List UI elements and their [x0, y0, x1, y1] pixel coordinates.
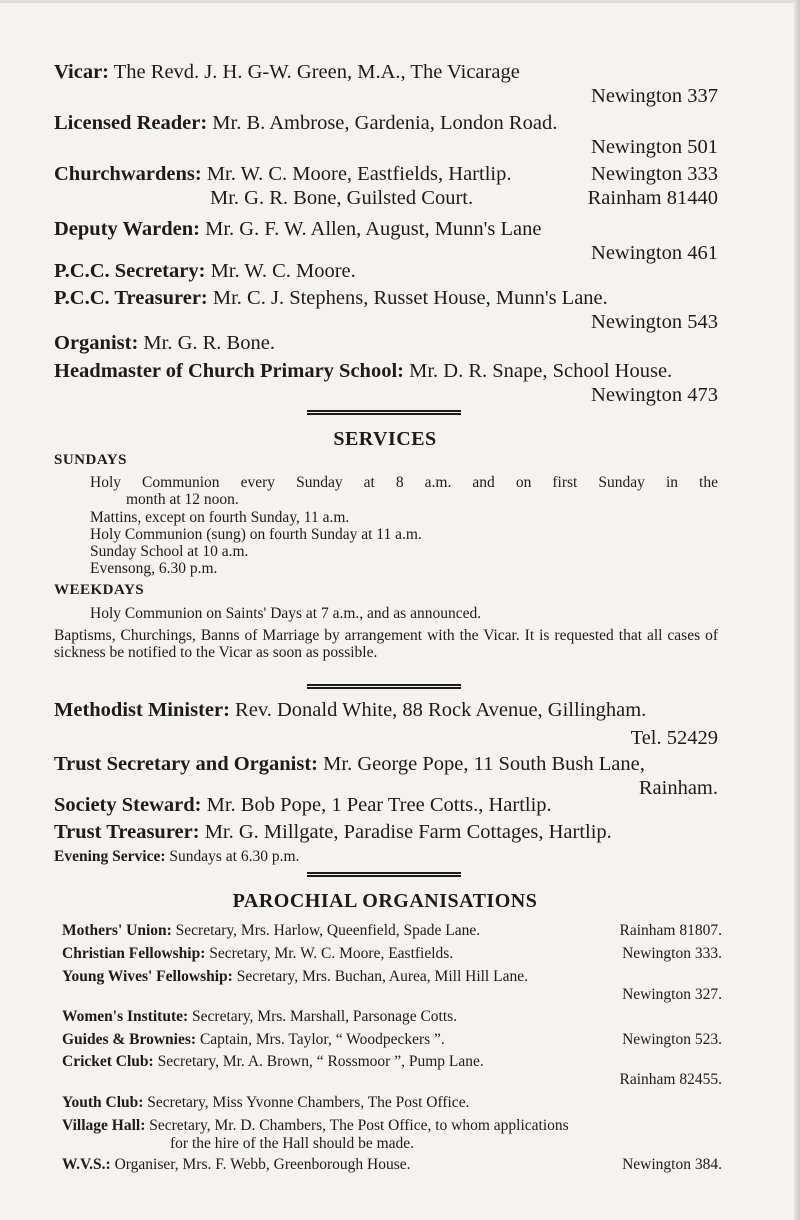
org-cricket-club-label: Cricket Club:: [62, 1053, 154, 1070]
org-youth-club-label: Youth Club:: [62, 1094, 144, 1111]
org-guides-brownies-label: Guides & Brownies:: [62, 1031, 197, 1048]
methodist-minister-entry: [54, 698, 718, 750]
org-womens-institute-label: Women's Institute:: [62, 1008, 189, 1025]
org-young-wives-phone: Newington 327.: [622, 986, 722, 1003]
vicar-phone: Newington 337: [591, 85, 718, 107]
org-womens-institute-text: Secretary, Mrs. Marshall, Parsonage Cotts.: [192, 1008, 458, 1025]
pcc-secretary-label: P.C.C. Secretary:: [54, 260, 206, 282]
headmaster-entry: [54, 359, 718, 407]
org-youth-club-text: Secretary, Miss Yvonne Chambers, The Post Office.: [147, 1094, 470, 1111]
sunday-service-2: Mattins, except on fourth Sunday, 11 a.m.: [90, 509, 350, 526]
page-right-edge: [794, 0, 800, 1220]
sundays-heading: SUNDAYS: [54, 452, 127, 468]
churchwardens-entry: [54, 162, 718, 210]
org-village-hall-text: Secretary, Mr. D. Chambers, The Post Office, to whom applications: [149, 1117, 569, 1134]
org-young-wives-label: Young Wives' Fellowship:: [62, 968, 233, 985]
reader-phone: Newington 501: [591, 136, 718, 158]
org-womens-institute: [62, 1008, 722, 1026]
services-heading: SERVICES: [333, 428, 437, 450]
reader-entry: [54, 111, 718, 159]
churchwarden-row-1: [54, 162, 718, 186]
pcc-treasurer-label: P.C.C. Treasurer:: [54, 287, 208, 309]
divider-1: [307, 410, 461, 415]
reader-label: Licensed Reader:: [54, 112, 208, 134]
org-village-hall-label: Village Hall:: [62, 1117, 146, 1134]
org-wvs-text: Organiser, Mrs. F. Webb, Greenborough House.: [114, 1156, 411, 1173]
vicar-label: Vicar:: [54, 61, 110, 83]
churchwarden-1-phone: Newington 333: [591, 163, 718, 185]
trust-treasurer-text: Mr. G. Millgate, Paradise Farm Cottages, Hartlip.: [204, 821, 612, 843]
evening-service-label: Evening Service:: [54, 848, 166, 865]
org-mothers-union-phone: Rainham 81807.: [619, 922, 722, 939]
org-young-wives: [62, 968, 722, 1004]
org-christian-fellowship-phone: Newington 333.: [622, 945, 722, 962]
page-top-edge: [0, 0, 800, 3]
sunday-service-1-word: on: [515, 474, 532, 491]
org-guides-brownies-text: Captain, Mrs. Taylor, “ Woodpeckers ”.: [199, 1031, 445, 1048]
headmaster-phone: Newington 473: [591, 384, 718, 406]
deputy-warden-label: Deputy Warden:: [54, 218, 200, 240]
churchwarden-2: Mr. G. R. Bone, Guilsted Court.: [210, 187, 474, 209]
sunday-service-1-word: at: [363, 474, 375, 491]
weekday-service: Holy Communion on Saints' Days at 7 a.m., and as announced.: [90, 605, 482, 622]
org-christian-fellowship-label: Christian Fellowship:: [62, 945, 206, 962]
organisations-heading: PAROCHIAL ORGANISATIONS: [232, 890, 538, 912]
trust-treasurer-entry: [54, 820, 718, 844]
methodist-minister-phone: Tel. 52429: [630, 727, 718, 749]
pcc-secretary-text: Mr. W. C. Moore.: [210, 260, 356, 282]
sunday-service-1-word: Holy: [90, 474, 121, 491]
pcc-treasurer-phone: Newington 543: [591, 311, 718, 333]
trust-secretary-text: Mr. George Pope, 11 South Bush Lane,: [323, 753, 645, 775]
society-steward-text: Mr. Bob Pope, 1 Pear Tree Cotts., Hartlip.: [206, 794, 552, 816]
churchwarden-row-2: [54, 186, 718, 210]
org-village-hall: [62, 1117, 722, 1153]
sunday-service-5: Evensong, 6.30 p.m.: [90, 560, 218, 577]
divider-2: [307, 684, 461, 689]
sunday-service-1-word: in: [665, 474, 678, 491]
sunday-service-1-word: Sunday: [296, 474, 343, 491]
org-mothers-union-text: Secretary, Mrs. Harlow, Queenfield, Spade Lane.: [175, 922, 481, 939]
sunday-service-1-word: Communion: [142, 474, 220, 491]
sunday-service-1-word: 8: [395, 474, 404, 491]
org-cricket-club-text: Secretary, Mr. A. Brown, “ Rossmoor ”, Pump Lane.: [157, 1053, 484, 1070]
org-wvs-label: W.V.S.:: [62, 1156, 111, 1173]
divider-3: [307, 872, 461, 877]
org-christian-fellowship: [62, 945, 722, 963]
vicar-text: The Revd. J. H. G-W. Green, M.A., The Vicarage: [113, 61, 520, 83]
methodist-minister-label: Methodist Minister:: [54, 699, 230, 721]
sunday-service-1-word: Sunday: [598, 474, 645, 491]
org-cricket-club-phone: Rainham 82455.: [619, 1071, 722, 1088]
trust-secretary-cont: Rainham.: [638, 777, 718, 799]
org-young-wives-text: Secretary, Mrs. Buchan, Aurea, Mill Hill Lane.: [236, 968, 528, 985]
services-note: Baptisms, Churchings, Banns of Marriage by arrangement with the Vicar. It is requested that all cases of sickness be notified to the Vicar as soon as possible.: [54, 627, 718, 661]
evening-service-entry: [54, 848, 299, 866]
weekdays-heading: WEEKDAYS: [54, 582, 145, 598]
sunday-service-1-word: a.m.: [424, 474, 452, 491]
organist-entry: [54, 331, 718, 355]
headmaster-label: Headmaster of Church Primary School:: [54, 360, 404, 382]
sunday-service-1-word: the: [699, 474, 718, 491]
org-cricket-club: [62, 1053, 722, 1089]
methodist-minister-text: Rev. Donald White, 88 Rock Avenue, Gillingham.: [235, 699, 647, 721]
trust-secretary-label: Trust Secretary and Organist:: [54, 753, 319, 775]
society-steward-label: Society Steward:: [54, 794, 202, 816]
headmaster-text: Mr. D. R. Snape, School House.: [409, 360, 673, 382]
sunday-service-3: Holy Communion (sung) on fourth Sunday at 11 a.m.: [90, 526, 422, 543]
society-steward-entry: [54, 793, 718, 817]
organist-label: Organist:: [54, 332, 139, 354]
sunday-service-1: [90, 474, 718, 491]
churchwarden-1: Mr. W. C. Moore, Eastfields, Hartlip.: [206, 163, 512, 185]
org-guides-brownies-phone: Newington 523.: [622, 1031, 722, 1048]
sunday-service-1-word: and: [472, 474, 495, 491]
sunday-service-1-word: first: [552, 474, 578, 491]
sunday-service-4: Sunday School at 10 a.m.: [90, 543, 249, 560]
org-mothers-union-label: Mothers' Union:: [62, 922, 172, 939]
evening-service-text: Sundays at 6.30 p.m.: [169, 848, 300, 865]
trust-treasurer-label: Trust Treasurer:: [54, 821, 200, 843]
org-mothers-union: [62, 922, 722, 940]
sunday-service-1-cont: month at 12 noon.: [126, 491, 239, 508]
pcc-secretary-entry: [54, 259, 718, 283]
pcc-treasurer-text: Mr. C. J. Stephens, Russet House, Munn's Lane.: [212, 287, 608, 309]
org-village-hall-cont: for the hire of the Hall should be made.: [170, 1135, 415, 1152]
deputy-warden-text: Mr. G. F. W. Allen, August, Munn's Lane: [205, 218, 542, 240]
churchwarden-2-phone: Rainham 81440: [587, 187, 718, 209]
vicar-entry: [54, 60, 718, 108]
deputy-warden-phone: Newington 461: [591, 242, 718, 264]
sunday-service-1-word: every: [240, 474, 276, 491]
deputy-warden-entry: [54, 217, 718, 265]
organist-text: Mr. G. R. Bone.: [143, 332, 275, 354]
org-guides-brownies: [62, 1031, 722, 1049]
reader-text: Mr. B. Ambrose, Gardenia, London Road.: [212, 112, 558, 134]
org-youth-club: [62, 1094, 722, 1112]
org-christian-fellowship-text: Secretary, Mr. W. C. Moore, Eastfields.: [209, 945, 454, 962]
churchwardens-label: Churchwardens:: [54, 163, 202, 185]
org-wvs: [62, 1156, 722, 1174]
pcc-treasurer-entry: [54, 286, 718, 334]
org-wvs-phone: Newington 384.: [622, 1156, 722, 1173]
sunday-service-1-line: [90, 474, 718, 491]
